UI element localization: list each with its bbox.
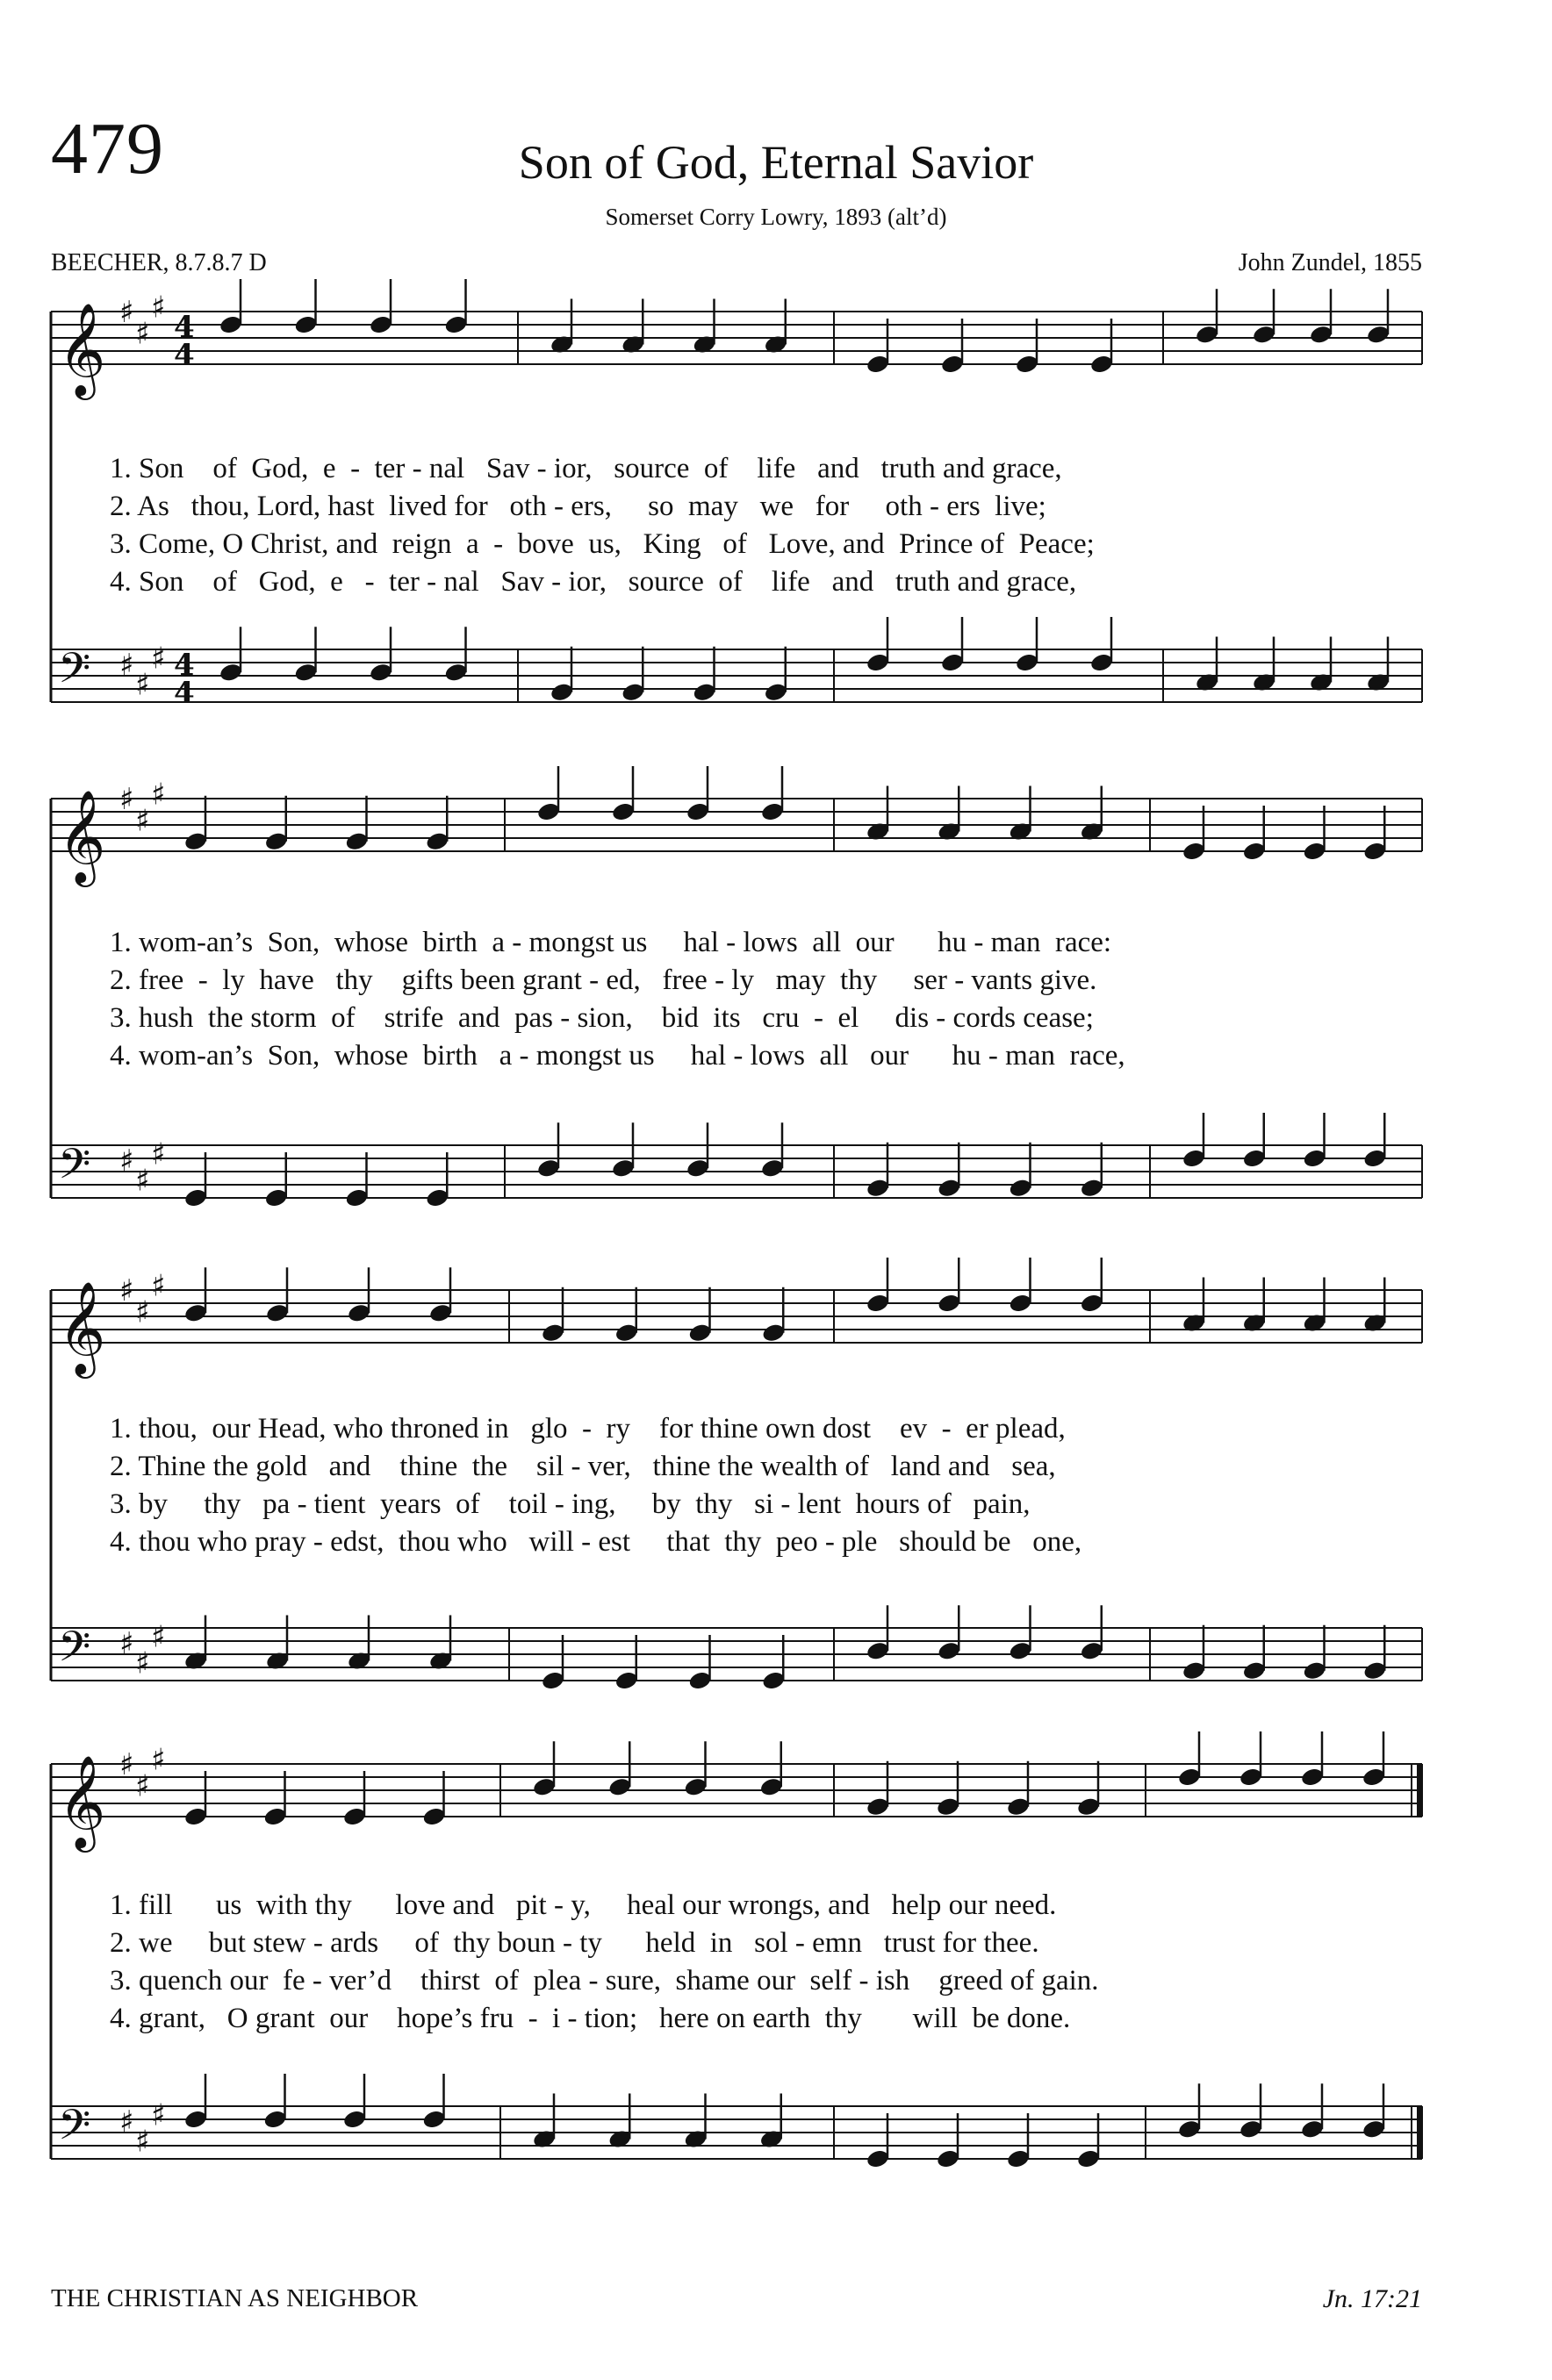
verse-line: 1. wom-an’s Son, whose birth a - mongst us hal - lows all our hu - man race:	[110, 927, 1112, 958]
bass-clef-icon: 𝄢	[58, 643, 91, 703]
sharp-icon: ♯	[151, 2097, 166, 2133]
sharp-icon: ♯	[151, 1619, 166, 1655]
time-signature-top: 4	[174, 648, 195, 683]
sharp-icon: ♯	[119, 1143, 134, 1179]
verse-line: 4. Son of God, e - ter - nal Sav - ior, source of life and truth and grace,	[110, 566, 1077, 598]
sharp-icon: ♯	[135, 1163, 150, 1199]
verse-line: 2. free - ly have thy gifts been grant - ed, free - ly may thy ser - vants give.	[110, 964, 1097, 996]
sharp-icon: ♯	[119, 648, 134, 683]
sharp-icon: ♯	[151, 777, 166, 813]
music-credit: John Zundel, 1855	[1238, 249, 1422, 276]
sharp-icon: ♯	[151, 1742, 166, 1778]
sharp-icon: ♯	[135, 2124, 150, 2160]
time-signature-top: 4	[174, 310, 195, 345]
bass-clef-icon: 𝄢	[58, 1139, 91, 1199]
sharp-icon: ♯	[151, 1136, 166, 1172]
verse-line: 1. fill us with thy love and pit - y, heal our wrongs, and help our need.	[110, 1889, 1057, 1921]
treble-clef-icon: 𝄞	[58, 1754, 106, 1848]
footer-scripture: Jn. 17:21	[1322, 2284, 1422, 2313]
treble-clef-icon: 𝄞	[58, 789, 106, 883]
verse-line: 3. hush the storm of strife and pas - sion, bid its cru - el dis - cords cease;	[110, 1002, 1094, 1034]
tune-name: BEECHER, 8.7.8.7 D	[51, 249, 267, 276]
verse-line: 4. grant, O grant our hope’s fru - i - tion; here on earth thy will be done.	[110, 2003, 1071, 2034]
final-barline	[1417, 1764, 1423, 1817]
time-signature-bottom: 4	[174, 676, 195, 711]
sharp-icon: ♯	[135, 803, 150, 839]
hymn-title: Son of God, Eternal Savior	[518, 136, 1034, 189]
sharp-icon: ♯	[119, 2104, 134, 2140]
sharp-icon: ♯	[151, 641, 166, 677]
verse-line: 3. quench our fe - ver’d thirst of plea - sure, shame our self - ish greed of gain.	[110, 1965, 1099, 1996]
sharp-icon: ♯	[135, 1768, 150, 1804]
verse-line: 4. thou who pray - edst, thou who will - est that thy peo - ple should be one,	[110, 1526, 1082, 1558]
sharp-icon: ♯	[119, 1273, 134, 1308]
time-signature-bottom: 4	[174, 338, 195, 373]
sharp-icon: ♯	[135, 1294, 150, 1330]
text-credit: Somerset Corry Lowry, 1893 (alt’d)	[605, 204, 947, 230]
sharp-icon: ♯	[119, 1747, 134, 1782]
sharp-icon: ♯	[119, 1626, 134, 1661]
sharp-icon: ♯	[119, 295, 134, 330]
sharp-icon: ♯	[135, 1645, 150, 1681]
sharp-icon: ♯	[151, 1268, 166, 1304]
verse-line: 3. by thy pa - tient years of toil - ing, by thy si - lent hours of pain,	[110, 1488, 1031, 1520]
verse-line: 2. As thou, Lord, hast lived for oth - ers, so may we for oth - ers live;	[110, 491, 1046, 522]
treble-clef-icon: 𝄞	[58, 1280, 106, 1374]
sharp-icon: ♯	[119, 782, 134, 817]
verse-line: 1. thou, our Head, who throned in glo - ry for thine own dost ev - er plead,	[110, 1413, 1066, 1444]
verse-line: 4. wom-an’s Son, whose birth a - mongst us hal - lows all our hu - man race,	[110, 1040, 1125, 1072]
verse-line: 3. Come, O Christ, and reign a - bove us, King of Love, and Prince of Peace;	[110, 528, 1095, 560]
verse-line: 1. Son of God, e - ter - nal Sav - ior, source of life and truth and grace,	[110, 453, 1062, 484]
sharp-icon: ♯	[135, 667, 150, 703]
bass-clef-icon: 𝄢	[58, 2100, 91, 2160]
verse-line: 2. we but stew - ards of thy boun - ty held in sol - emn trust for thee.	[110, 1927, 1039, 1959]
final-barline	[1417, 2106, 1423, 2159]
sharp-icon: ♯	[151, 290, 166, 326]
footer-category: THE CHRISTIAN AS NEIGHBOR	[51, 2284, 419, 2312]
treble-clef-icon: 𝄞	[58, 302, 106, 396]
verse-line: 2. Thine the gold and thine the sil - ver, thine the wealth of land and sea,	[110, 1451, 1056, 1482]
hymn-number: 479	[51, 108, 164, 190]
sharp-icon: ♯	[135, 316, 150, 352]
bass-clef-icon: 𝄢	[58, 1622, 91, 1681]
